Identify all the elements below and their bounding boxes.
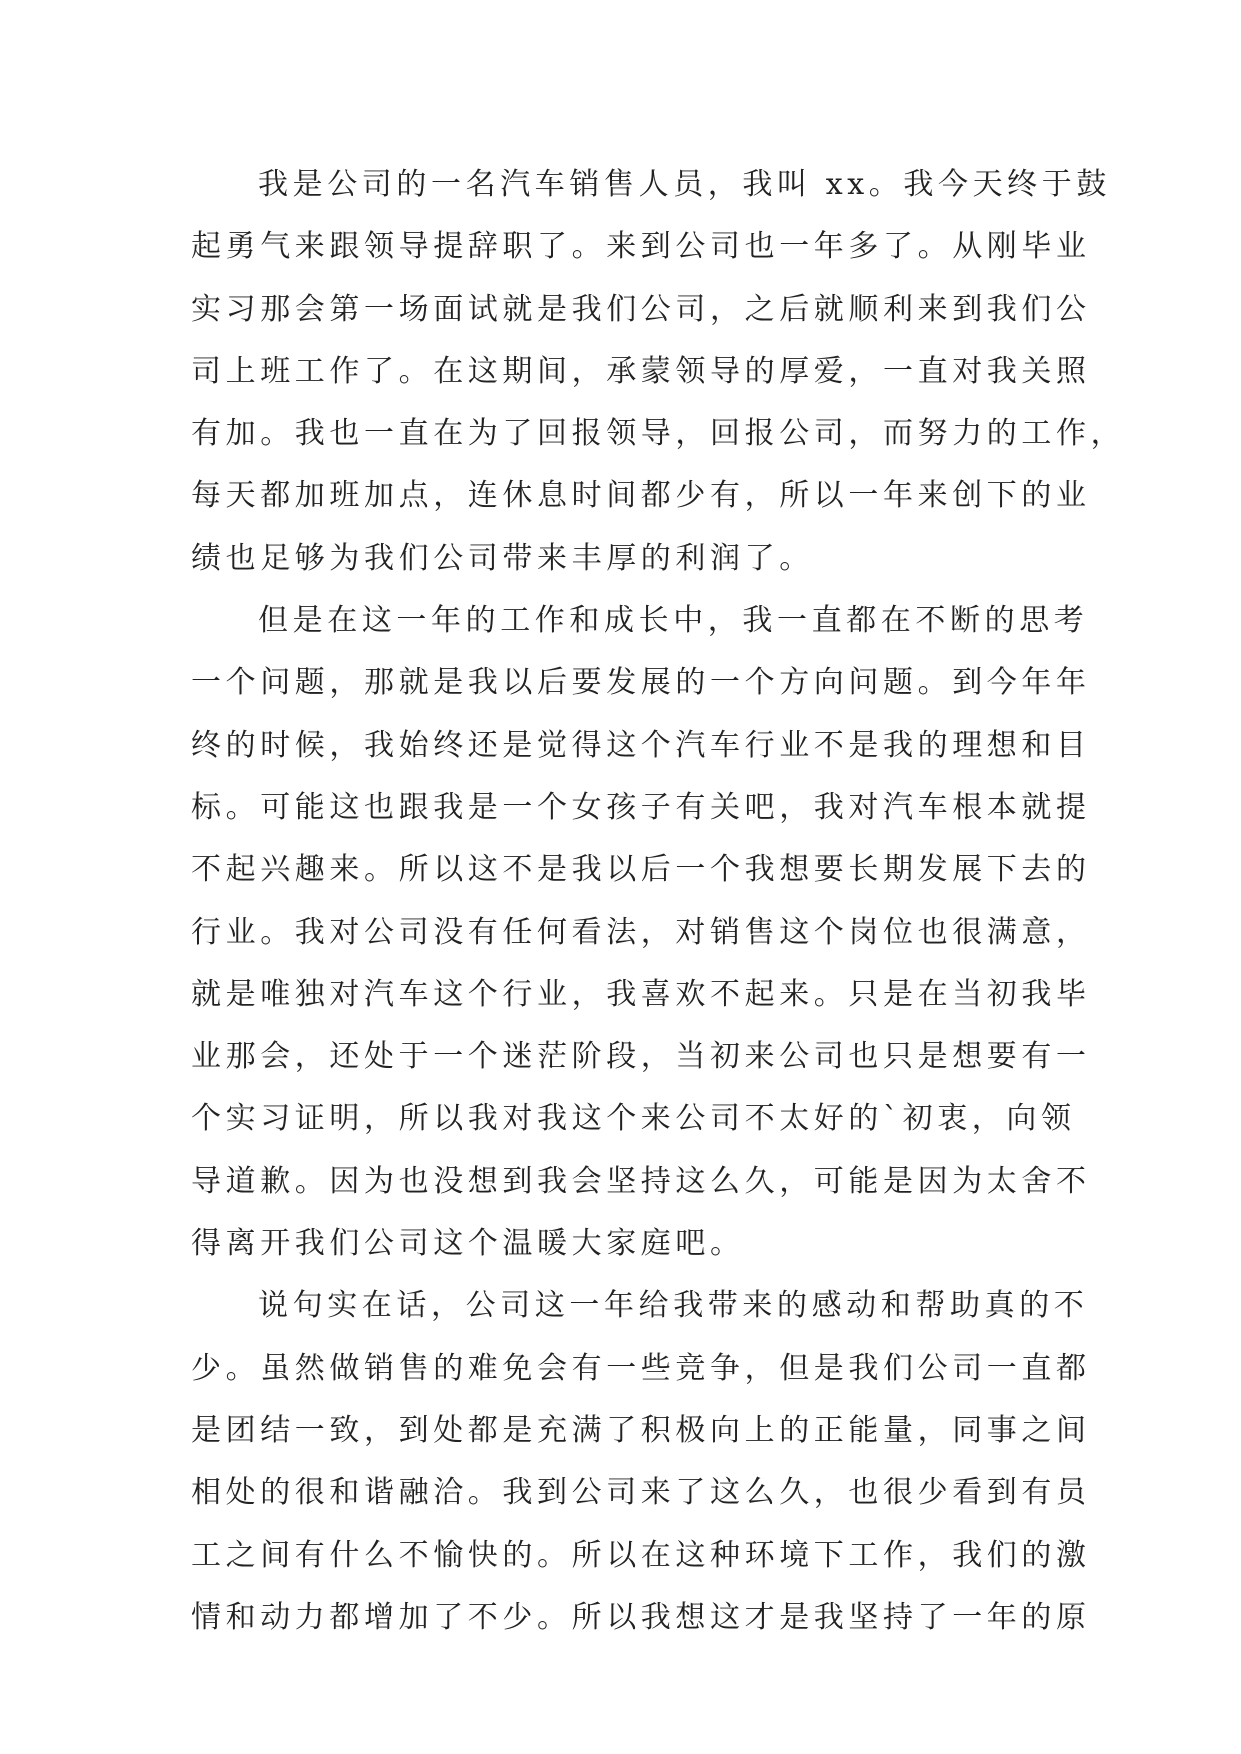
paragraph-1-line-7: 绩也足够为我们公司带来丰厚的利润了。 — [191, 540, 814, 576]
paragraph-3-line-4: 相处的很和谐融洽。我到公司来了这么久，也很少看到有员 — [191, 1475, 1091, 1511]
paragraph-1-line-4: 司上班工作了。在这期间，承蒙领导的厚爱，一直对我关照 — [191, 353, 1091, 389]
document-body — [191, 154, 1126, 1649]
paragraph-3-line-3: 是团结一致，到处都是充满了积极向上的正能量，同事之间 — [191, 1412, 1091, 1448]
paragraph-2-line-9: 个实习证明，所以我对我这个来公司不太好的`初衷，向领 — [191, 1101, 1076, 1137]
paragraph-3-line-5: 工之间有什么不愉快的。所以在这种环境下工作，我们的激 — [191, 1537, 1091, 1573]
paragraph-2-line-10: 导道歉。因为也没想到我会坚持这么久，可能是因为太舍不 — [191, 1163, 1091, 1199]
paragraph-2-line-11: 得离开我们公司这个温暖大家庭吧。 — [191, 1226, 745, 1262]
paragraph-1-line-6: 每天都加班加点，连休息时间都少有，所以一年来创下的业 — [191, 478, 1091, 514]
paragraph-2-line-8: 业那会，还处于一个迷茫阶段，当初来公司也只是想要有一 — [191, 1039, 1091, 1075]
paragraph-2-line-7: 就是唯独对汽车这个行业，我喜欢不起来。只是在当初我毕 — [191, 976, 1091, 1012]
paragraph-2-line-3: 终的时候，我始终还是觉得这个汽车行业不是我的理想和目 — [191, 727, 1091, 763]
paragraph-1-line-1: 我是公司的一名汽车销售人员，我叫 xx。我今天终于鼓 — [258, 167, 1111, 202]
paragraph-2-line-1: 但是在这一年的工作和成长中，我一直都在不断的思考 — [258, 603, 1089, 639]
paragraph-2-line-2: 一个问题，那就是我以后要发展的一个方向问题。到今年年 — [191, 665, 1091, 701]
paragraph-1-line-5: 有加。我也一直在为了回报领导，回报公司，而努力的工作， — [191, 416, 1126, 452]
paragraph-2-line-6: 行业。我对公司没有任何看法，对销售这个岗位也很满意， — [191, 914, 1091, 950]
paragraph-2-line-5: 不起兴趣来。所以这不是我以后一个我想要长期发展下去的 — [191, 852, 1091, 888]
paragraph-3-line-2: 少。虽然做销售的难免会有一些竞争，但是我们公司一直都 — [191, 1350, 1091, 1386]
paragraph-1-line-3: 实习那会第一场面试就是我们公司，之后就顺利来到我们公 — [191, 291, 1091, 327]
paragraph-3-line-1: 说句实在话，公司这一年给我带来的感动和帮助真的不 — [258, 1288, 1089, 1324]
paragraph-3-line-6: 情和动力都增加了不少。所以我想这才是我坚持了一年的原 — [191, 1599, 1091, 1635]
paragraph-1-line-2: 起勇气来跟领导提辞职了。来到公司也一年多了。从刚毕业 — [191, 229, 1091, 265]
paragraph-2-line-4: 标。可能这也跟我是一个女孩子有关吧，我对汽车根本就提 — [191, 789, 1091, 825]
